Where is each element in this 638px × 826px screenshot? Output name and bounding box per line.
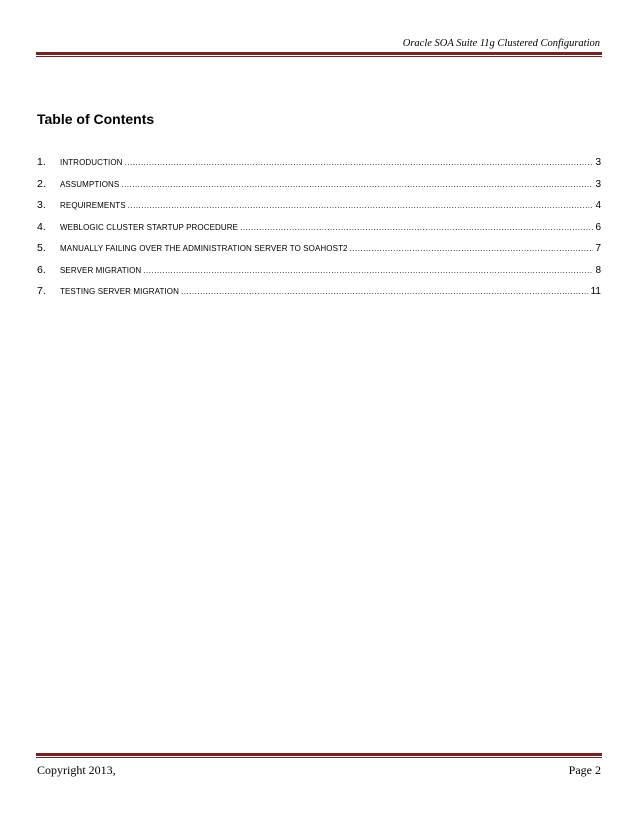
toc-entry-introduction[interactable]	[37, 156, 601, 178]
toc-dot-leader	[128, 201, 594, 210]
toc-entry-page[interactable]: 6	[595, 221, 601, 233]
footer-rule	[36, 753, 602, 758]
header-rule	[36, 52, 602, 57]
footer-copyright: Copyright 2013,	[37, 763, 116, 777]
toc-entry-title[interactable]: WEBLOGIC CLUSTER STARTUP PROCEDURE	[60, 222, 239, 232]
toc-heading: Table of Contents	[37, 111, 155, 127]
toc-dot-leader	[181, 287, 589, 296]
toc-entry-page[interactable]: 8	[595, 264, 601, 276]
toc-entry-requirements[interactable]	[37, 199, 601, 221]
footer-page-number: Page 2	[568, 763, 601, 777]
toc-dot-leader	[121, 180, 593, 189]
toc-entry-number: 1.	[37, 156, 46, 168]
toc-dot-leader	[350, 244, 594, 253]
toc-entry-number: 4.	[37, 220, 46, 233]
toc-dot-leader	[125, 158, 594, 167]
toc-entry-page[interactable]: 7	[595, 243, 601, 254]
toc-entry-title[interactable]: SERVER MIGRATION	[60, 265, 142, 275]
toc-entry-title[interactable]: ASSUMPTIONS	[60, 179, 120, 189]
toc-entry-testing-migration[interactable]	[37, 285, 601, 307]
toc-entry-number: 3.	[37, 199, 46, 211]
toc-entry-assumptions[interactable]	[37, 178, 601, 200]
toc-entry-weblogic-startup[interactable]	[37, 221, 601, 243]
toc-entry-server-migration[interactable]	[37, 264, 601, 286]
toc-dot-leader	[143, 266, 593, 275]
toc-entry-page[interactable]: 3	[595, 178, 601, 190]
toc-entry-title[interactable]: REQUIREMENTS	[60, 201, 126, 210]
toc-entry-title[interactable]: TESTING SERVER MIGRATION	[60, 287, 180, 296]
toc-entry-number: 7.	[37, 285, 46, 297]
toc-list	[37, 156, 601, 307]
toc-entry-manual-failover[interactable]	[37, 242, 601, 264]
toc-entry-number: 5.	[37, 242, 46, 254]
toc-entry-page[interactable]: 3	[595, 157, 601, 168]
toc-entry-number: 6.	[37, 263, 46, 276]
toc-entry-title[interactable]: INTRODUCTION	[60, 158, 123, 167]
toc-dot-leader	[240, 223, 593, 232]
toc-entry-title[interactable]: MANUALLY FAILING OVER THE ADMINISTRATION SERVER TO SOAHOST2	[60, 244, 348, 253]
toc-entry-page[interactable]: 4	[595, 200, 601, 211]
header-title: Oracle SOA Suite 11g Clustered Configuration	[402, 38, 600, 49]
toc-entry-page[interactable]: 11	[590, 286, 601, 297]
toc-entry-number: 2.	[37, 177, 46, 190]
